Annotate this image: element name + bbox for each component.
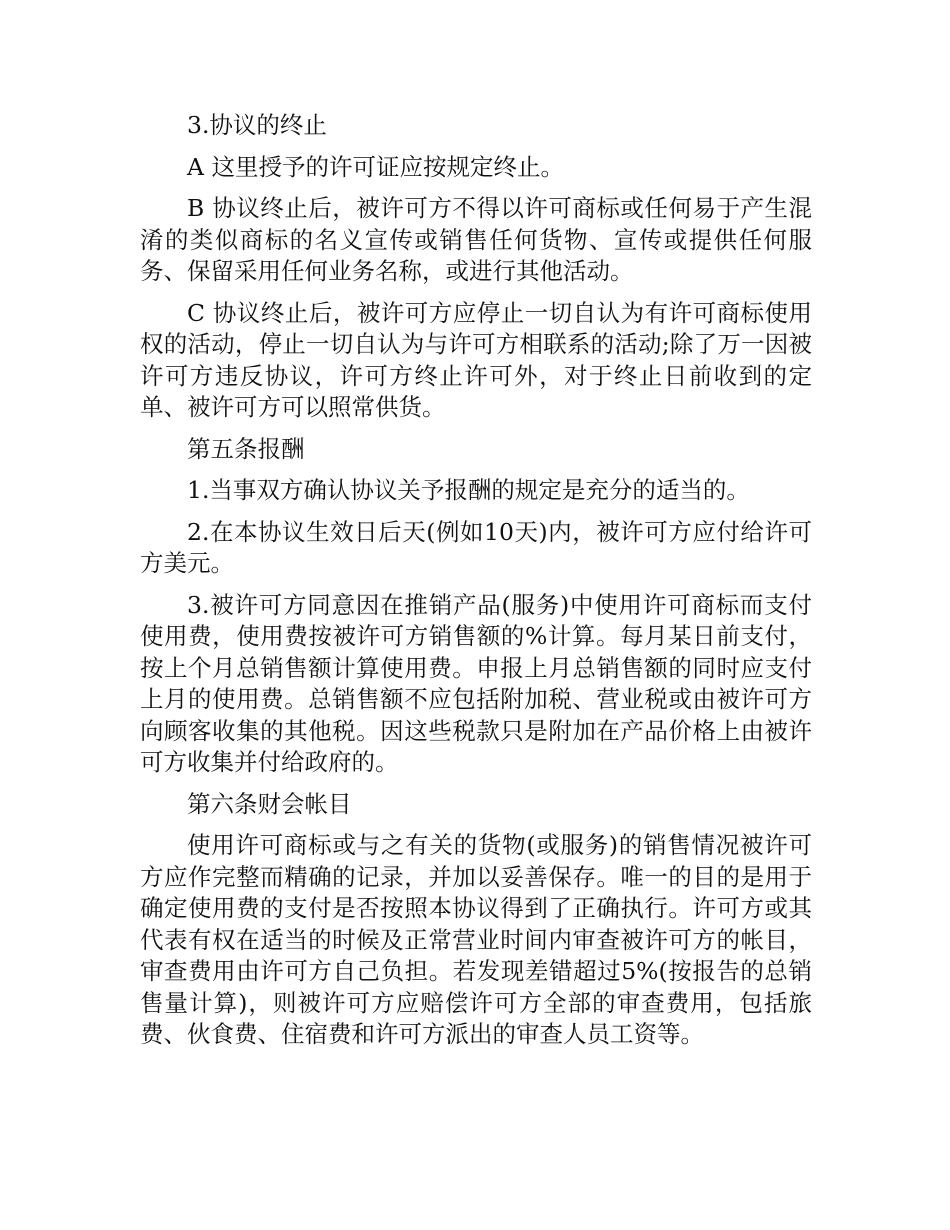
paragraph-termination-a: A 这里授予的许可证应按规定终止。: [187, 152, 564, 181]
article-heading-accounts: 第六条财会帐目: [187, 789, 352, 818]
paragraph-accounts: 使用许可商标或与之有关的货物(或服务)的销售情况被许可方应作完整而精确的记录，并加以妥善保存。唯一的目的是用于确定使用费的支付是否按照本协议得到了正确执行。许可方或其代表有权在适当的时候及正常营业时间内审查被许可方的帐目，审查费用由许可方自己负担。若发现差错超过5%(按报告的总销售量计算)，则被许可方应赔偿许可方全部的审查费用，包括旅费、伙食费、住宿费和许可方派出的审查人员工资等。: [140, 831, 812, 1048]
paragraph-termination-b: B 协议终止后，被许可方不得以许可商标或任何易于产生混淆的类似商标的名义宣传或销售任何货物、宣传或提供任何服务、保留采用任何业务名称，或进行其他活动。: [140, 194, 812, 285]
document-body: [140, 110, 812, 1061]
article-heading-remuneration: 第五条报酬: [187, 434, 305, 463]
paragraph-termination-c: C 协议终止后，被许可方应停止一切自认为有许可商标使用权的活动，停止一切自认为与许可方相联系的活动;除了万一因被许可方违反协议，许可方终止许可外，对于终止日前收到的定单、被许可方可以照常供货。: [140, 298, 812, 421]
section-heading-termination: 3.协议的终止: [187, 111, 327, 139]
paragraph-remuneration-3: 3.被许可方同意因在推销产品(服务)中使用许可商标而支付使用费，使用费按被许可方销售额的%计算。每月某日前支付，按上个月总销售额计算使用费。申报上月总销售额的同时应支付上月的使用费。总销售额不应包括附加税、营业税或由被许可方向顾客收集的其他税。因这些税款只是附加在产品价格上由被许可方收集并付给政府的。: [140, 590, 812, 776]
paragraph-remuneration-2: 2.在本协议生效日后天(例如10天)内，被许可方应付给许可方美元。: [140, 517, 812, 577]
paragraph-remuneration-1: 1.当事双方确认协议关予报酬的规定是充分的适当的。: [187, 476, 750, 504]
